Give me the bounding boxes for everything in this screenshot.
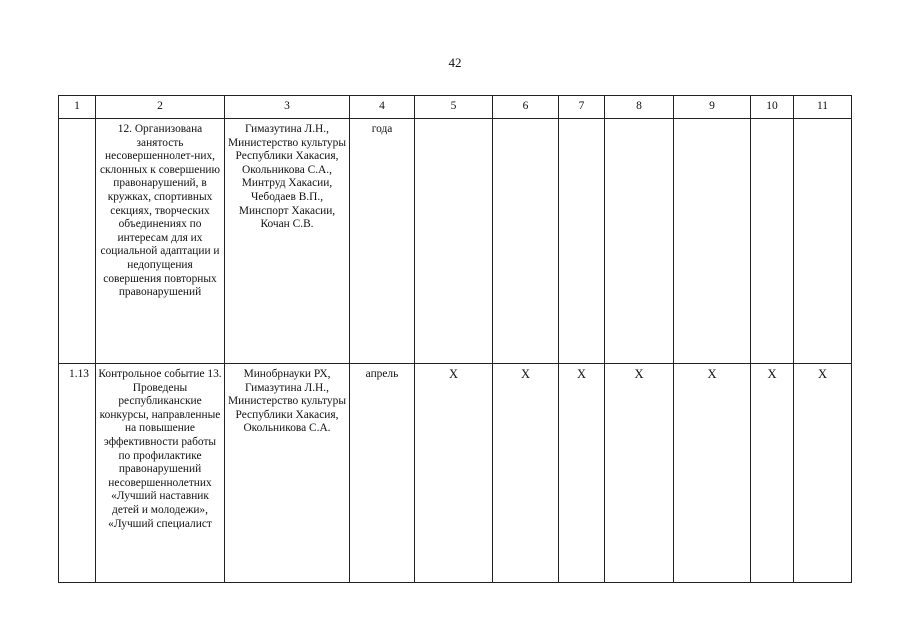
- mark-cell: X: [674, 364, 751, 583]
- table-row: [59, 364, 852, 583]
- mark-cell: [674, 119, 751, 364]
- table-row: [59, 119, 852, 364]
- mark-cell: [751, 119, 794, 364]
- plan-table: [58, 95, 852, 583]
- mark-cell: X: [605, 364, 674, 583]
- mark-cell: [493, 119, 559, 364]
- mark-cell: X: [559, 364, 605, 583]
- responsible-parties: Гимазутина Л.Н., Министерство культуры Республики Хакасия, Окольникова С.А., Минтруд Хакасии, Чебодаев В.П., Минспорт Хакасии, Кочан С.В.: [225, 119, 350, 364]
- mark-cell: [605, 119, 674, 364]
- mark-cell: [415, 119, 493, 364]
- column-header: 11: [794, 96, 852, 119]
- column-header: 2: [96, 96, 225, 119]
- mark-cell: X: [415, 364, 493, 583]
- term: года: [350, 119, 415, 364]
- mark-cell: X: [794, 364, 852, 583]
- mark-cell: X: [493, 364, 559, 583]
- column-header: 3: [225, 96, 350, 119]
- column-header: 5: [415, 96, 493, 119]
- column-header: 8: [605, 96, 674, 119]
- page-number: 42: [448, 55, 462, 70]
- column-header: 10: [751, 96, 794, 119]
- event-description: Контрольное событие 13. Проведены республиканские конкурсы, направленные на повышение эффективности работы по профилактике правонарушений несовершеннолетних «Лучший наставник детей и молодежи», «Лучший специалист: [96, 364, 225, 583]
- column-header: 1: [59, 96, 96, 119]
- table-header-row: [59, 96, 852, 119]
- column-header: 9: [674, 96, 751, 119]
- event-description: 12. Организована занятость несовершеннолет-них, склонных к совершению правонарушений, в кружках, спортивных секциях, творческих объединениях по интересам для их социальной адаптации и недопущения совершения повторных правонарушений: [96, 119, 225, 364]
- column-header: 6: [493, 96, 559, 119]
- column-header: 7: [559, 96, 605, 119]
- row-number: [59, 119, 96, 364]
- responsible-parties: Минобрнауки РХ, Гимазутина Л.Н., Министерство культуры Республики Хакасия, Окольникова С.А.: [225, 364, 350, 583]
- mark-cell: [794, 119, 852, 364]
- mark-cell: X: [751, 364, 794, 583]
- term: апрель: [350, 364, 415, 583]
- mark-cell: [559, 119, 605, 364]
- row-number: 1.13: [59, 364, 96, 583]
- column-header: 4: [350, 96, 415, 119]
